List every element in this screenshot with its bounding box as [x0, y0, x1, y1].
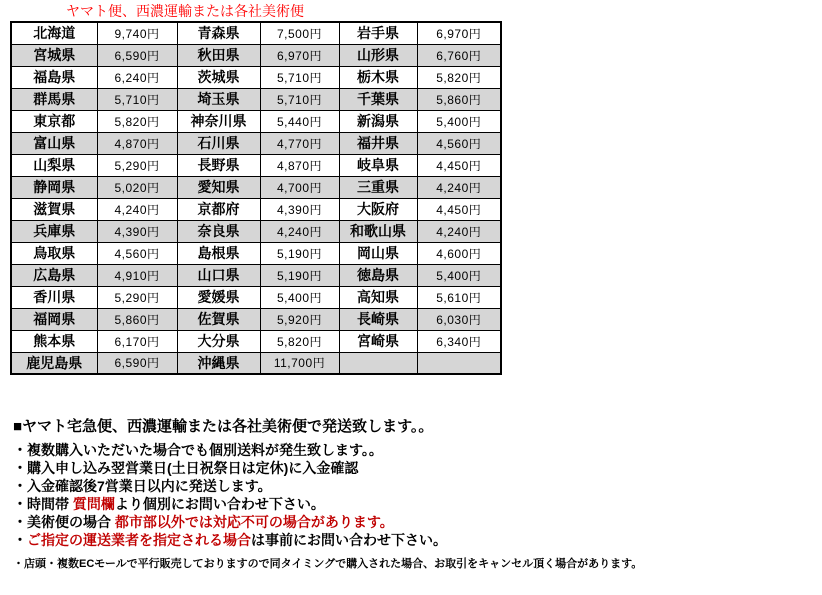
shipping-notes-list	[13, 441, 447, 549]
price-cell: 4,390円	[260, 198, 339, 220]
table-row	[11, 22, 501, 44]
price-cell: 5,400円	[417, 264, 501, 286]
prefecture-cell: 福井県	[339, 132, 417, 154]
price-cell: 5,710円	[97, 88, 177, 110]
prefecture-cell: 島根県	[177, 242, 260, 264]
price-cell: 6,030円	[417, 308, 501, 330]
prefecture-cell: 埼玉県	[177, 88, 260, 110]
prefecture-cell: 香川県	[11, 286, 97, 308]
price-cell: 5,820円	[417, 66, 501, 88]
prefecture-cell: 茨城県	[177, 66, 260, 88]
table-row	[11, 308, 501, 330]
prefecture-cell: 山形県	[339, 44, 417, 66]
price-cell: 5,820円	[260, 330, 339, 352]
price-cell: 4,870円	[97, 132, 177, 154]
price-cell: 5,190円	[260, 264, 339, 286]
prefecture-cell: 福岡県	[11, 308, 97, 330]
prefecture-cell: 神奈川県	[177, 110, 260, 132]
prefecture-cell: 佐賀県	[177, 308, 260, 330]
prefecture-cell: 秋田県	[177, 44, 260, 66]
note-line	[13, 441, 447, 459]
note-line	[13, 477, 447, 495]
table-row	[11, 220, 501, 242]
table-row	[11, 110, 501, 132]
shipping-fee-table	[10, 21, 502, 375]
price-cell: 5,400円	[417, 110, 501, 132]
price-cell: 7,500円	[260, 22, 339, 44]
table-row	[11, 88, 501, 110]
note-text-red: 都市部以外では対応不可の場合があります。	[114, 514, 394, 530]
prefecture-cell: 大分県	[177, 330, 260, 352]
note-text: は事前にお問い合わせ下さい。	[251, 532, 447, 548]
prefecture-cell: 岐阜県	[339, 154, 417, 176]
price-cell: 6,970円	[417, 22, 501, 44]
table-row	[11, 176, 501, 198]
note-line	[13, 531, 447, 549]
price-cell: 4,240円	[417, 220, 501, 242]
prefecture-cell: 広島県	[11, 264, 97, 286]
price-cell: 5,440円	[260, 110, 339, 132]
prefecture-cell: 群馬県	[11, 88, 97, 110]
price-cell: 5,610円	[417, 286, 501, 308]
prefecture-cell: 栃木県	[339, 66, 417, 88]
prefecture-cell: 奈良県	[177, 220, 260, 242]
prefecture-cell: 鳥取県	[11, 242, 97, 264]
prefecture-cell: 京都府	[177, 198, 260, 220]
price-cell: 4,450円	[417, 154, 501, 176]
price-cell: 6,590円	[97, 44, 177, 66]
price-cell: 5,020円	[97, 176, 177, 198]
note-text: ・購入申し込み翌営業日(土日祝祭日は定休)に入金確認	[13, 460, 359, 476]
price-cell: 6,970円	[260, 44, 339, 66]
prefecture-cell: 熊本県	[11, 330, 97, 352]
prefecture-cell: 山梨県	[11, 154, 97, 176]
prefecture-cell: 大阪府	[339, 198, 417, 220]
price-cell: 6,240円	[97, 66, 177, 88]
prefecture-cell: 愛媛県	[177, 286, 260, 308]
shipping-method-heading: ■ヤマト宅急便、西濃運輸または各社美術便で発送致します。。	[13, 418, 434, 435]
table-row	[11, 330, 501, 352]
price-cell: 4,700円	[260, 176, 339, 198]
shipping-table-title: ヤマト便、西濃運輸または各社美術便	[66, 3, 304, 19]
prefecture-cell	[339, 352, 417, 374]
prefecture-cell: 静岡県	[11, 176, 97, 198]
price-cell: 6,170円	[97, 330, 177, 352]
table-row	[11, 132, 501, 154]
price-cell: 4,390円	[97, 220, 177, 242]
table-row	[11, 66, 501, 88]
price-cell: 4,560円	[97, 242, 177, 264]
prefecture-cell: 千葉県	[339, 88, 417, 110]
price-cell: 4,240円	[260, 220, 339, 242]
prefecture-cell: 宮城県	[11, 44, 97, 66]
note-text: より個別にお問い合わせ下さい。	[114, 496, 325, 512]
note-text-red: ご指定の運送業者を指定される場合	[27, 532, 251, 548]
table-row	[11, 352, 501, 374]
note-text-red: 質問欄	[72, 496, 115, 512]
prefecture-cell: 徳島県	[339, 264, 417, 286]
prefecture-cell: 滋賀県	[11, 198, 97, 220]
price-cell: 5,820円	[97, 110, 177, 132]
prefecture-cell: 富山県	[11, 132, 97, 154]
price-cell: 4,560円	[417, 132, 501, 154]
price-cell: 9,740円	[97, 22, 177, 44]
price-cell: 5,290円	[97, 286, 177, 308]
note-text: ・美術便の場合	[13, 514, 115, 530]
table-row	[11, 154, 501, 176]
price-cell: 5,190円	[260, 242, 339, 264]
note-line	[13, 495, 447, 513]
prefecture-cell: 長野県	[177, 154, 260, 176]
price-cell	[417, 352, 501, 374]
price-cell: 4,910円	[97, 264, 177, 286]
prefecture-cell: 沖縄県	[177, 352, 260, 374]
price-cell: 5,290円	[97, 154, 177, 176]
price-cell: 4,600円	[417, 242, 501, 264]
prefecture-cell: 岩手県	[339, 22, 417, 44]
note-text: ・入金確認後7営業日以内に発送します。	[13, 478, 272, 494]
prefecture-cell: 愛知県	[177, 176, 260, 198]
prefecture-cell: 石川県	[177, 132, 260, 154]
price-cell: 6,340円	[417, 330, 501, 352]
price-cell: 5,920円	[260, 308, 339, 330]
price-cell: 5,710円	[260, 66, 339, 88]
prefecture-cell: 長崎県	[339, 308, 417, 330]
prefecture-cell: 東京都	[11, 110, 97, 132]
table-row	[11, 44, 501, 66]
price-cell: 4,770円	[260, 132, 339, 154]
price-cell: 4,240円	[417, 176, 501, 198]
prefecture-cell: 兵庫県	[11, 220, 97, 242]
prefecture-cell: 和歌山県	[339, 220, 417, 242]
note-text: ・	[13, 532, 27, 548]
prefecture-cell: 北海道	[11, 22, 97, 44]
note-line	[13, 513, 447, 531]
note-line	[13, 459, 447, 477]
note-text: ・複数購入いただいた場合でも個別送料が発生致します。。	[13, 442, 383, 458]
price-cell: 6,760円	[417, 44, 501, 66]
prefecture-cell: 宮崎県	[339, 330, 417, 352]
prefecture-cell: 岡山県	[339, 242, 417, 264]
price-cell: 5,860円	[417, 88, 501, 110]
cancellation-footnote: ・店頭・複数ECモールで平行販売しておりますので同タイミングで購入された場合、お取引をキャンセル頂く場合があります。	[13, 558, 643, 570]
price-cell: 5,710円	[260, 88, 339, 110]
prefecture-cell: 高知県	[339, 286, 417, 308]
price-cell: 4,240円	[97, 198, 177, 220]
price-cell: 11,700円	[260, 352, 339, 374]
table-row	[11, 198, 501, 220]
prefecture-cell: 福島県	[11, 66, 97, 88]
prefecture-cell: 鹿児島県	[11, 352, 97, 374]
prefecture-cell: 山口県	[177, 264, 260, 286]
price-cell: 4,870円	[260, 154, 339, 176]
price-cell: 6,590円	[97, 352, 177, 374]
price-cell: 5,860円	[97, 308, 177, 330]
prefecture-cell: 青森県	[177, 22, 260, 44]
price-cell: 4,450円	[417, 198, 501, 220]
price-cell: 5,400円	[260, 286, 339, 308]
table-row	[11, 264, 501, 286]
note-text: ・時間帯	[13, 496, 73, 512]
table-row	[11, 242, 501, 264]
prefecture-cell: 三重県	[339, 176, 417, 198]
prefecture-cell: 新潟県	[339, 110, 417, 132]
table-row	[11, 286, 501, 308]
